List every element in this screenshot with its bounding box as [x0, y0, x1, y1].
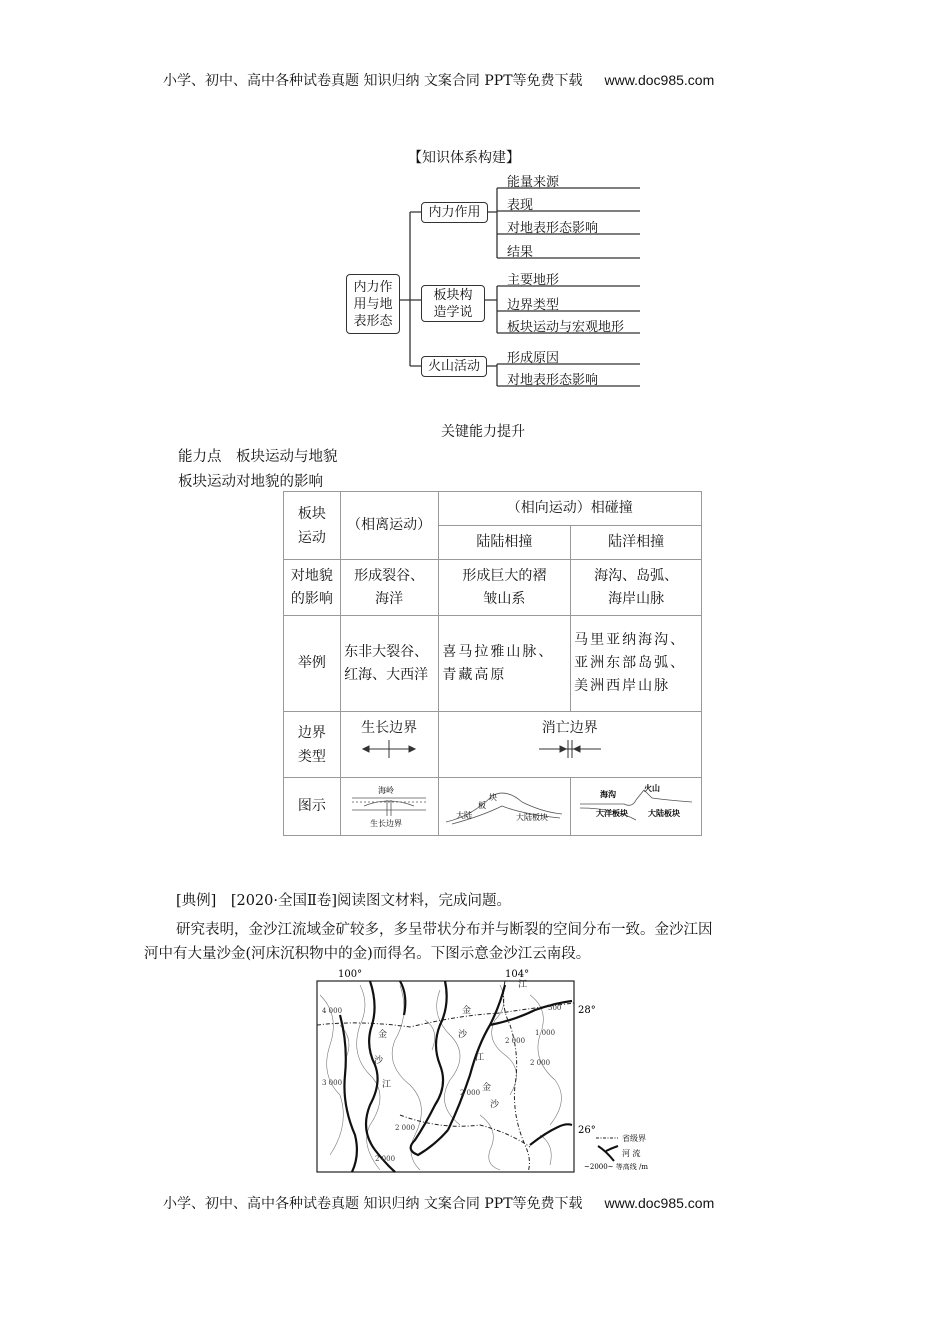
subduction-boundary-symbol — [535, 739, 605, 759]
leaf-item: 主要地形 — [507, 273, 560, 288]
legend-contour: ~2000~ 等高线 /m — [584, 1163, 648, 1171]
leaf-item: 能量来源 — [507, 175, 560, 190]
cell-example-cc: 喜马拉雅山脉、青藏高原 — [438, 616, 571, 712]
river-label-sha: 沙 — [490, 1100, 500, 1110]
row-label-effect: 对地貌的影响 — [284, 560, 341, 616]
cell-diagram-cc — [438, 778, 571, 836]
diagram-ridge — [344, 782, 434, 832]
contour-label: 2 000 — [460, 1089, 481, 1097]
label-cont-plate: 大陆板块 — [516, 812, 549, 822]
mindmap-title: 【知识体系构建】 — [408, 150, 520, 166]
leaf-item: 形成原因 — [507, 351, 560, 366]
subduction-boundary-label: 消亡边界 — [541, 720, 598, 736]
river-label-jiang: 江 — [382, 1080, 392, 1090]
header-text: 小学、初中、高中各种试卷真题 知识归纳 文案合同 PPT等免费下载 — [163, 73, 583, 89]
branch-plate-tectonics — [421, 285, 485, 322]
header-continent-ocean: 陆洋相撞 — [571, 526, 702, 560]
root-line: 表形态 — [353, 314, 393, 329]
example-para-line2: 河中有大量沙金(河床沉积物中的金)而得名。下图示意金沙江云南段。 — [144, 946, 591, 962]
river-label-jiang: 江 — [518, 980, 528, 990]
river-label-jin: 金 — [462, 1006, 472, 1016]
river-label-jin: 金 — [378, 1030, 388, 1040]
ability-point: 能力点 板块运动与地貌 — [178, 449, 338, 465]
lat-label-28: 28° — [578, 1005, 596, 1016]
contour-label: 1 000 — [535, 1029, 556, 1037]
leaf-item: 对地表形态影响 — [507, 221, 599, 236]
header-site[interactable]: www.doc985.com — [604, 72, 715, 88]
label-ocean-plate: 大洋板块 — [596, 807, 629, 818]
cell-example-diverge: 东非大裂谷、红海、大西洋 — [340, 616, 438, 712]
label-ridge: 海岭 — [378, 785, 395, 795]
contour-label: 2 000 — [530, 1059, 551, 1067]
contour-label: 3 000 — [322, 1079, 343, 1087]
branch-label: 内力作用 — [428, 205, 481, 220]
cell-boundary-subduction — [438, 712, 702, 778]
cell-diagram-co — [571, 778, 702, 836]
lon-label-100: 100° — [338, 969, 363, 980]
branch-label: 造学说 — [433, 305, 473, 320]
branch-volcanic — [421, 356, 487, 377]
row-label-boundary: 边界类型 — [284, 712, 341, 778]
diagram-subduction — [574, 782, 698, 832]
label-continent: 大陆 — [456, 810, 473, 820]
label-plate-b: 块 — [489, 792, 498, 802]
root-line: 用与地 — [353, 297, 393, 312]
cell-effect-co: 海沟、岛弧、海岸山脉 — [571, 560, 702, 616]
contour-label: 2 000 — [395, 1124, 416, 1132]
branch-internal-force — [421, 202, 488, 223]
cell-boundary-growth — [340, 712, 438, 778]
legend-boundary: 省级界 — [622, 1134, 646, 1143]
plate-motion-table — [283, 491, 702, 836]
cell-effect-cc: 形成巨大的褶皱山系 — [438, 560, 571, 616]
leaf-item: 板块运动与宏观地形 — [507, 320, 625, 335]
label-volcano: 火山 — [644, 782, 661, 793]
river-label-sha: 沙 — [458, 1030, 468, 1040]
header-plate-motion: 板块运动 — [284, 492, 341, 560]
contour-label: 2 000 — [375, 1155, 396, 1163]
leaf-item: 边界类型 — [507, 298, 560, 313]
footer-site[interactable]: www.doc985.com — [604, 1195, 715, 1211]
lon-label-104: 104° — [505, 969, 530, 980]
river-label-jin: 金 — [482, 1083, 492, 1093]
river-lines — [340, 981, 572, 1172]
row-label-diagram: 图示 — [284, 778, 341, 836]
row-label-example: 举例 — [284, 616, 341, 712]
footer-text: 小学、初中、高中各种试卷真题 知识归纳 文案合同 PPT等免费下载 — [163, 1196, 583, 1212]
header-continent-continent: 陆陆相撞 — [438, 526, 571, 560]
contour-label: 500 — [548, 1004, 562, 1012]
river-label-sha: 沙 — [374, 1056, 384, 1066]
label-growth-boundary: 生长边界 — [370, 818, 403, 828]
map-legend — [584, 1133, 648, 1171]
mindmap-connectors — [0, 0, 950, 400]
header-converge: （相向运动）相碰撞 — [438, 492, 702, 526]
growth-boundary-label: 生长边界 — [361, 720, 418, 736]
branch-label: 火山活动 — [427, 359, 480, 374]
contour-label: 2 000 — [505, 1037, 526, 1045]
cell-example-co: 马里亚纳海沟、亚洲东部岛弧、美洲西岸山脉 — [571, 616, 702, 712]
section-title: 关键能力提升 — [441, 424, 525, 440]
growth-boundary-symbol — [359, 739, 419, 759]
cell-diagram-diverge — [340, 778, 438, 836]
root-line: 内力作 — [353, 280, 393, 295]
cell-effect-diverge: 形成裂谷、海洋 — [340, 560, 438, 616]
leaf-item: 表现 — [507, 198, 534, 213]
branch-label: 板块构 — [433, 288, 473, 303]
label-trench: 海沟 — [600, 788, 617, 799]
leaf-item: 结果 — [507, 245, 534, 260]
diagram-collision — [442, 782, 566, 832]
example-source: [典例] [2020·全国Ⅱ卷]阅读图文材料，完成问题。 — [176, 893, 511, 909]
example-para-line1: 研究表明，金沙江流域金矿较多，多呈带状分布并与断裂的空间分布一致。金沙江因 — [176, 922, 713, 938]
label-plate-a: 板 — [478, 800, 487, 810]
jinsha-river-map — [300, 965, 680, 1177]
lat-label-26: 26° — [578, 1125, 596, 1136]
contour-label: 4 000 — [322, 1007, 343, 1015]
leaf-item: 对地表形态影响 — [507, 373, 599, 388]
header-diverge: （相离运动） — [340, 492, 438, 560]
river-label-jiang: 江 — [475, 1053, 485, 1063]
legend-river: 河 流 — [622, 1149, 641, 1158]
mindmap-root — [346, 274, 400, 334]
page-footer — [163, 1193, 714, 1213]
label-land-plate: 大陆板块 — [648, 807, 681, 818]
section-subtitle: 板块运动对地貌的影响 — [178, 474, 323, 490]
